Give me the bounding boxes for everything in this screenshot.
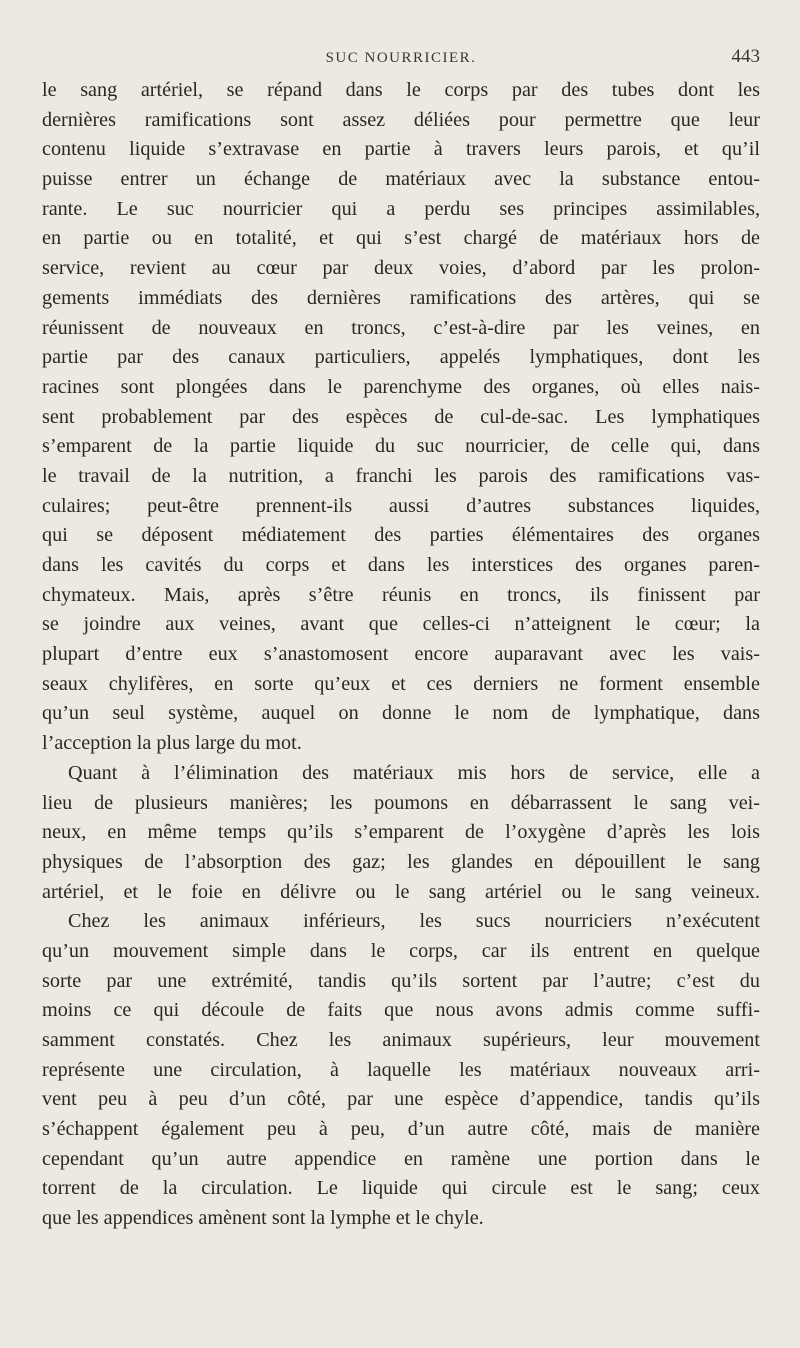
text-line: samment constatés. Chez les animaux supérieurs, leur mouvement [42,1029,760,1051]
text-line: se joindre aux veines, avant que celles-ci n’atteignent le cœur; la [42,613,760,636]
text-line: représente une circulation, à laquelle les matériaux nouveaux arri- [42,1058,760,1081]
text-line: qui se déposent médiatement des parties élémentaires des organes [42,524,760,547]
text-line: dernières ramifications sont assez déliées pour permettre que leur [42,108,760,131]
text-line: qu’un mouvement simple dans le corps, car ils entrent en quelque [42,939,760,962]
text-line: plupart d’entre eux s’anastomosent encore auparavant avec les vais- [42,643,760,666]
text-line: Quant à l’élimination des matériaux mis hors de service, elle a [68,761,760,784]
running-head [42,44,760,72]
text-line: seaux chylifères, en sorte qu’eux et ces derniers ne forment ensemble [42,672,760,695]
text-line: le sang artériel, se répand dans le corps par des tubes dont les [42,79,760,101]
text-line: s’emparent de la partie liquide du suc nourricier, de celle qui, dans [42,435,760,458]
text-line: physiques de l’absorption des gaz; les glandes en dépouillent le sang [42,850,760,873]
text-line: l’acception la plus large du mot. [42,732,302,755]
text-line: Chez les animaux inférieurs, les sucs nourriciers n’exécutent [68,910,760,933]
text-line: torrent de la circulation. Le liquide qui circule est le sang; ceux [42,1177,760,1200]
text-line: partie par des canaux particuliers, appelés lymphatiques, dont les [42,346,760,369]
text-line: dans les cavités du corps et dans les interstices des organes paren- [42,554,760,576]
text-line: puisse entrer un échange de matériaux avec la substance entou- [42,168,760,191]
body-text [42,76,760,1234]
text-line: sorte par une extrémité, tandis qu’ils sortent par l’autre; c’est du [42,969,760,992]
text-line: moins ce qui découle de faits que nous avons admis comme suffi- [42,999,760,1022]
text-line: racines sont plongées dans le parenchyme des organes, où elles nais- [42,375,760,398]
text-line: contenu liquide s’extravase en partie à travers leurs parois, et qu’il [42,138,760,161]
text-line: qu’un seul système, auquel on donne le nom de lymphatique, dans [42,702,760,725]
text-line: rante. Le suc nourricier qui a perdu ses principes assimilables, [42,197,760,220]
text-line: en partie ou en totalité, et qui s’est chargé de matériaux hors de [42,227,760,250]
text-line: le travail de la nutrition, a franchi les parois des ramifications vas- [42,464,760,487]
text-line: que les appendices amènent sont la lymphe et le chyle. [42,1207,484,1230]
text-line: service, revient au cœur par deux voies, d’abord par les prolon- [42,257,760,280]
text-line: gements immédiats des dernières ramifications des artères, qui se [42,286,760,309]
text-line: vent peu à peu d’un côté, par une espèce d’appendice, tandis qu’ils [42,1088,760,1111]
text-line: lieu de plusieurs manières; les poumons en débarrassent le sang vei- [42,791,760,814]
text-line: artériel, et le foie en délivre ou le sang artériel ou le sang veineux. [42,880,760,903]
page-number: 443 [731,46,760,67]
text-line: s’échappent également peu à peu, d’un autre côté, mais de manière [42,1118,760,1141]
running-title: SUC NOURRICIER. [325,50,477,66]
text-line: neux, en même temps qu’ils s’emparent de l’oxygène d’après les lois [42,821,760,844]
text-line: réunissent de nouveaux en troncs, c’est-à-dire par les veines, en [42,316,760,339]
text-line: sent probablement par des espèces de cul-de-sac. Les lymphatiques [42,405,760,428]
text-line: cependant qu’un autre appendice en ramène une portion dans le [42,1147,760,1170]
text-line: culaires; peut-être prennent-ils aussi d’autres substances liquides, [42,494,760,517]
text-line: chymateux. Mais, après s’être réunis en troncs, ils finissent par [42,583,760,606]
